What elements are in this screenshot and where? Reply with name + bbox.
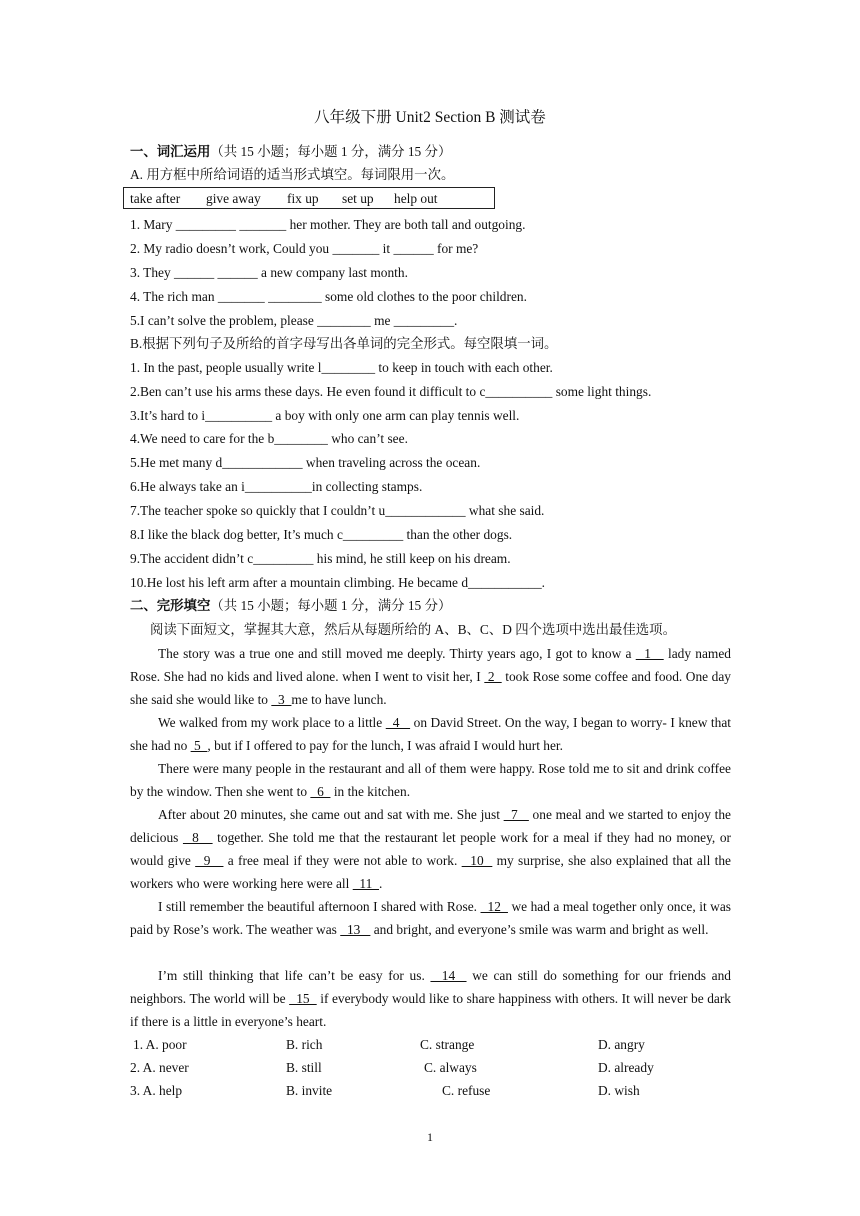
cloze-paragraph-3 xyxy=(130,757,731,803)
passage-text: on David Street. On the way, I began to worry- I knew that she had no xyxy=(130,715,731,753)
option-1a: 1. A. poor xyxy=(133,1037,187,1052)
blank-13: 13 xyxy=(340,922,371,937)
passage-text: in the kitchen. xyxy=(330,784,411,799)
passage-text: my surprise, she also explained that all the workers who were working here were all xyxy=(130,853,731,891)
option-2b: B. still xyxy=(286,1060,322,1075)
blank-12: 12 xyxy=(480,899,508,914)
passage-text: I still remember the beautiful afternoon I shared with Rose. xyxy=(158,899,481,914)
blank-2: 2 xyxy=(484,669,502,684)
option-1d: D. angry xyxy=(598,1037,645,1052)
question-b-6: 6.He always take an i__________in collecting stamps. xyxy=(130,479,423,494)
passage-text: together. She told me that the restaurant let people work for a meal if they had no money, or would give xyxy=(130,830,731,868)
blank-7: 7 xyxy=(503,807,529,822)
option-1b: B. rich xyxy=(286,1037,323,1052)
question-b-4: 4.We need to care for the b________ who can’t see. xyxy=(130,431,408,446)
passage-text: We walked from my work place to a little xyxy=(158,715,386,730)
passage-text: lady named Rose. She had no kids and lived alone. when I went to visit her, I xyxy=(130,646,731,684)
option-1c: C. strange xyxy=(420,1037,475,1052)
box-word: fix up xyxy=(287,191,319,206)
passage-text: one meal and we started to enjoy the delicious xyxy=(130,807,731,845)
question-a-5: 5.I can’t solve the problem, please ________ me _________. xyxy=(130,313,458,328)
section1-heading-rest: （共 15 小题；每小题 1 分，满分 15 分） xyxy=(210,144,452,159)
question-b-3: 3.It’s hard to i__________ a boy with only one arm can play tennis well. xyxy=(130,408,520,423)
part-b-instruction: B.根据下列句子及所给的首字母写出各单词的完全形式。每空限填一词。 xyxy=(130,336,558,351)
blank-4: 4 xyxy=(385,715,411,730)
option-2c: C. always xyxy=(424,1060,477,1075)
page-number: 1 xyxy=(427,1130,433,1144)
blank-15: 15 xyxy=(289,991,317,1006)
passage-text: The story was a true one and still moved me deeply. Thirty years ago, I got to know a xyxy=(158,646,636,661)
cloze-paragraph-5 xyxy=(130,895,731,941)
box-word: give away xyxy=(206,191,261,206)
section1-heading-bold: 一、词汇运用 xyxy=(130,144,211,159)
question-b-10: 10.He lost his left arm after a mountain climbing. He became d___________. xyxy=(130,575,546,590)
cloze-paragraph-6 xyxy=(130,964,731,1033)
blank-9: 9 xyxy=(195,853,224,868)
blank-14: 14 xyxy=(430,968,467,983)
part-a-instruction: A. 用方框中所给词语的适当形式填空。每词限用一次。 xyxy=(130,167,455,182)
question-b-7: 7.The teacher spoke so quickly that I couldn’t u____________ what she said. xyxy=(130,503,545,518)
question-b-9: 9.The accident didn’t c_________ his mind, he still keep on his dream. xyxy=(130,551,511,566)
passage-text: if everybody would like to share happiness with others. It will never be dark if there is a little in everyone’s heart. xyxy=(130,991,731,1029)
blank-5: 5 xyxy=(190,738,208,753)
option-2d: D. already xyxy=(598,1060,654,1075)
question-a-1: 1. Mary _________ _______ her mother. They are both tall and outgoing. xyxy=(130,217,526,232)
cloze-instruction: 阅读下面短文，掌握其大意，然后从每题所给的 A、B、C、D 四个选项中选出最佳选项。 xyxy=(150,622,676,637)
question-a-4: 4. The rich man _______ ________ some old clothes to the poor children. xyxy=(130,289,527,304)
page-title: 八年级下册 Unit2 Section B 测试卷 xyxy=(314,109,546,126)
blank-8: 8 xyxy=(182,830,213,845)
blank-11: 11 xyxy=(352,876,380,891)
cloze-paragraph-1 xyxy=(130,642,731,711)
question-a-2: 2. My radio doesn’t work, Could you _______ it ______ for me? xyxy=(130,241,479,256)
passage-text: took Rose some coffee and food. One day she said she would like to xyxy=(130,669,731,707)
question-b-5: 5.He met many d____________ when traveling across the ocean. xyxy=(130,455,481,470)
box-word: take after xyxy=(130,191,181,206)
section2-heading xyxy=(130,597,451,615)
blank-6: 6 xyxy=(310,784,331,799)
section1-heading xyxy=(130,143,451,161)
blank-10: 10 xyxy=(461,853,493,868)
passage-text: I’m still thinking that life can’t be easy for us. xyxy=(158,968,431,983)
passage-text: we had a meal together only once, it was paid by Rose’s work. The weather was xyxy=(130,899,732,937)
question-b-8: 8.I like the black dog better, It’s much c_________ than the other dogs. xyxy=(130,527,513,542)
passage-text: a free meal if they were not able to work. xyxy=(223,853,462,868)
passage-text: , but if I offered to pay for the lunch, I was afraid I would hurt her. xyxy=(207,738,563,753)
passage-text: . xyxy=(379,876,383,891)
box-word: set up xyxy=(342,191,374,206)
option-3a: 3. A. help xyxy=(130,1083,183,1098)
option-3c: C. refuse xyxy=(442,1083,491,1098)
passage-text: After about 20 minutes, she came out and sat with me. She just xyxy=(158,807,504,822)
word-box xyxy=(123,187,495,209)
option-3b: B. invite xyxy=(286,1083,333,1098)
blank-3: 3 xyxy=(271,692,292,707)
passage-text: me to have lunch. xyxy=(291,692,387,707)
option-3d: D. wish xyxy=(598,1083,640,1098)
option-2a: 2. A. never xyxy=(130,1060,189,1075)
cloze-paragraph-4 xyxy=(130,803,731,895)
question-a-3: 3. They ______ ______ a new company last month. xyxy=(130,265,408,280)
passage-text: and bright, and everyone’s smile was warm and bright as well. xyxy=(370,922,709,937)
cloze-paragraph-2 xyxy=(130,711,731,757)
section2-heading-bold: 二、完形填空 xyxy=(130,598,211,613)
question-b-1: 1. In the past, people usually write l________ to keep in touch with each other. xyxy=(130,360,553,375)
box-word: help out xyxy=(394,191,438,206)
passage-text: There were many people in the restaurant and all of them were happy. Rose told me to sit and drink coffee by the window. Then she went to xyxy=(130,761,731,799)
question-b-2: 2.Ben can’t use his arms these days. He even found it difficult to c__________ some light things. xyxy=(130,384,652,399)
blank-1: 1 xyxy=(635,646,664,661)
passage-text: we can still do something for our friends and neighbors. The world will be xyxy=(130,968,731,1006)
section2-heading-rest: （共 15 小题；每小题 1 分，满分 15 分） xyxy=(210,598,452,613)
